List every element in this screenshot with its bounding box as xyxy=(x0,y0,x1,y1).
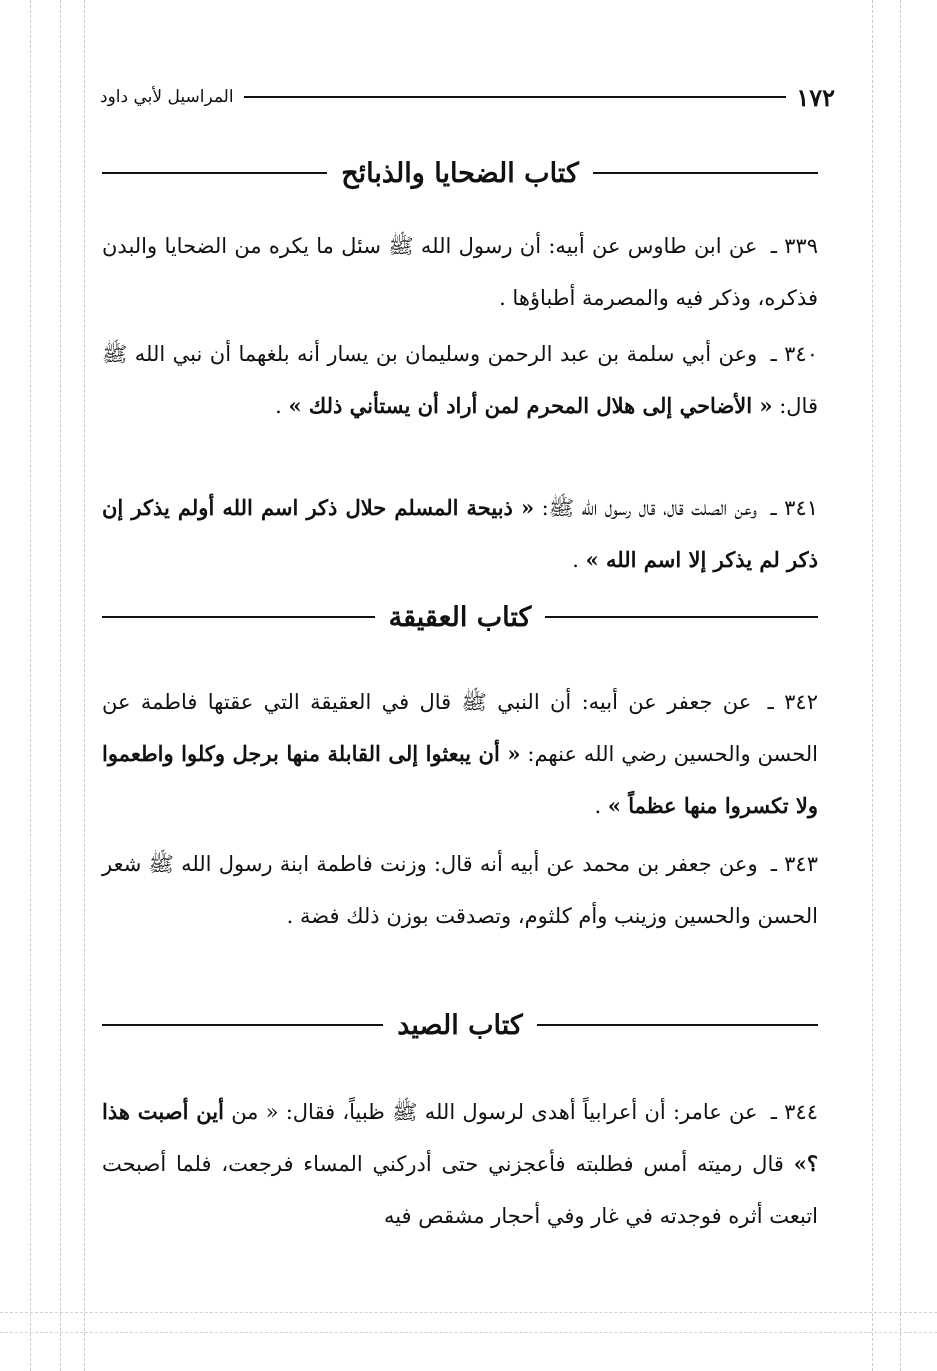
heading-rule xyxy=(102,1024,383,1026)
hadith-text: وعن الصلت قال، قال رسول الله ﷺ: xyxy=(541,496,758,520)
hadith-number: ٣٤٤ ـ xyxy=(770,1100,819,1124)
hadith-quote: أين أصبت هذا ؟» xyxy=(102,1099,818,1176)
hadith-end: . xyxy=(572,548,579,572)
hadith-text: عن ابن طاوس عن أبيه: أن رسول الله ﷺ سئل ما يكره من الضحايا والبدن فذكره، وذكر فيه والمصرمة أطباؤها . xyxy=(102,234,818,310)
heading-rule xyxy=(593,172,818,174)
section-title: كتاب العقيقة xyxy=(388,601,532,633)
hadith-text: عن عامر: أن أعرابياً أهدى لرسول الله ﷺ ظبياً، فقال: « من xyxy=(231,1100,758,1124)
page-header xyxy=(100,80,835,114)
hadith-344 xyxy=(102,1086,818,1242)
section-heading-hunting xyxy=(102,1002,818,1048)
heading-rule xyxy=(545,616,818,618)
hadith-quote: « ذبيحة المسلم حلال ذكر اسم الله أولم يذكر إن ذكر لم يذكر إلا اسم الله » xyxy=(102,495,818,572)
hadith-339 xyxy=(102,220,818,324)
section-heading-sacrifices xyxy=(102,150,818,196)
heading-rule xyxy=(537,1024,818,1026)
page-number: ١٧٢ xyxy=(796,82,835,112)
hadith-end: قال رميته أمس فطلبته فأعجزني حتى أدركني المساء فرجعت، فلما أصبحت اتبعت أثره فوجدته في غار وفي أحجار مشقص فيه xyxy=(102,1152,818,1228)
hadith-number: ٣٤٢ ـ xyxy=(767,690,818,714)
hadith-end: . xyxy=(594,794,602,818)
header-rule xyxy=(244,96,787,98)
hadith-text: عن جعفر عن أبيه: أن النبي ﷺ قال في العقيقة التي عقتها فاطمة عن الحسن والحسين رضي الله عنهم: xyxy=(102,690,818,766)
hadith-quote: « أن يبعثوا إلى القابلة منها برجل وكلوا واطعموا ولا تكسروا منها عظماً » xyxy=(102,741,818,818)
hadith-number: ٣٤٠ ـ xyxy=(770,342,818,366)
hadith-end: . xyxy=(275,394,282,418)
running-title: المراسيل لأبي داود xyxy=(100,87,234,107)
hadith-text: وعن أبي سلمة بن عبد الرحمن وسليمان بن يسار أنه بلغهما أن نبي الله ﷺ قال: xyxy=(102,342,818,418)
hadith-text: وعن جعفر بن محمد عن أبيه أنه قال: وزنت فاطمة ابنة رسول الله ﷺ شعر الحسن والحسين وزينب وأم كلثوم، وتصدقت بوزن ذلك فضة . xyxy=(102,852,818,928)
hadith-number: ٣٣٩ ـ xyxy=(770,234,818,258)
hadith-number: ٣٤١ ـ xyxy=(770,496,819,520)
section-heading-aqiqah xyxy=(102,594,818,640)
hadith-number: ٣٤٣ ـ xyxy=(770,852,818,876)
heading-rule xyxy=(102,172,327,174)
section-title: كتاب الضحايا والذبائح xyxy=(341,157,579,189)
section-title: كتاب الصيد xyxy=(397,1009,523,1041)
hadith-340 xyxy=(102,328,818,432)
heading-rule xyxy=(102,616,375,618)
hadith-343 xyxy=(102,838,818,942)
hadith-quote: « الأضاحي إلى هلال المحرم لمن أراد أن يستأني ذلك » xyxy=(288,393,773,418)
hadith-341 xyxy=(102,482,818,586)
hadith-342 xyxy=(102,676,818,832)
